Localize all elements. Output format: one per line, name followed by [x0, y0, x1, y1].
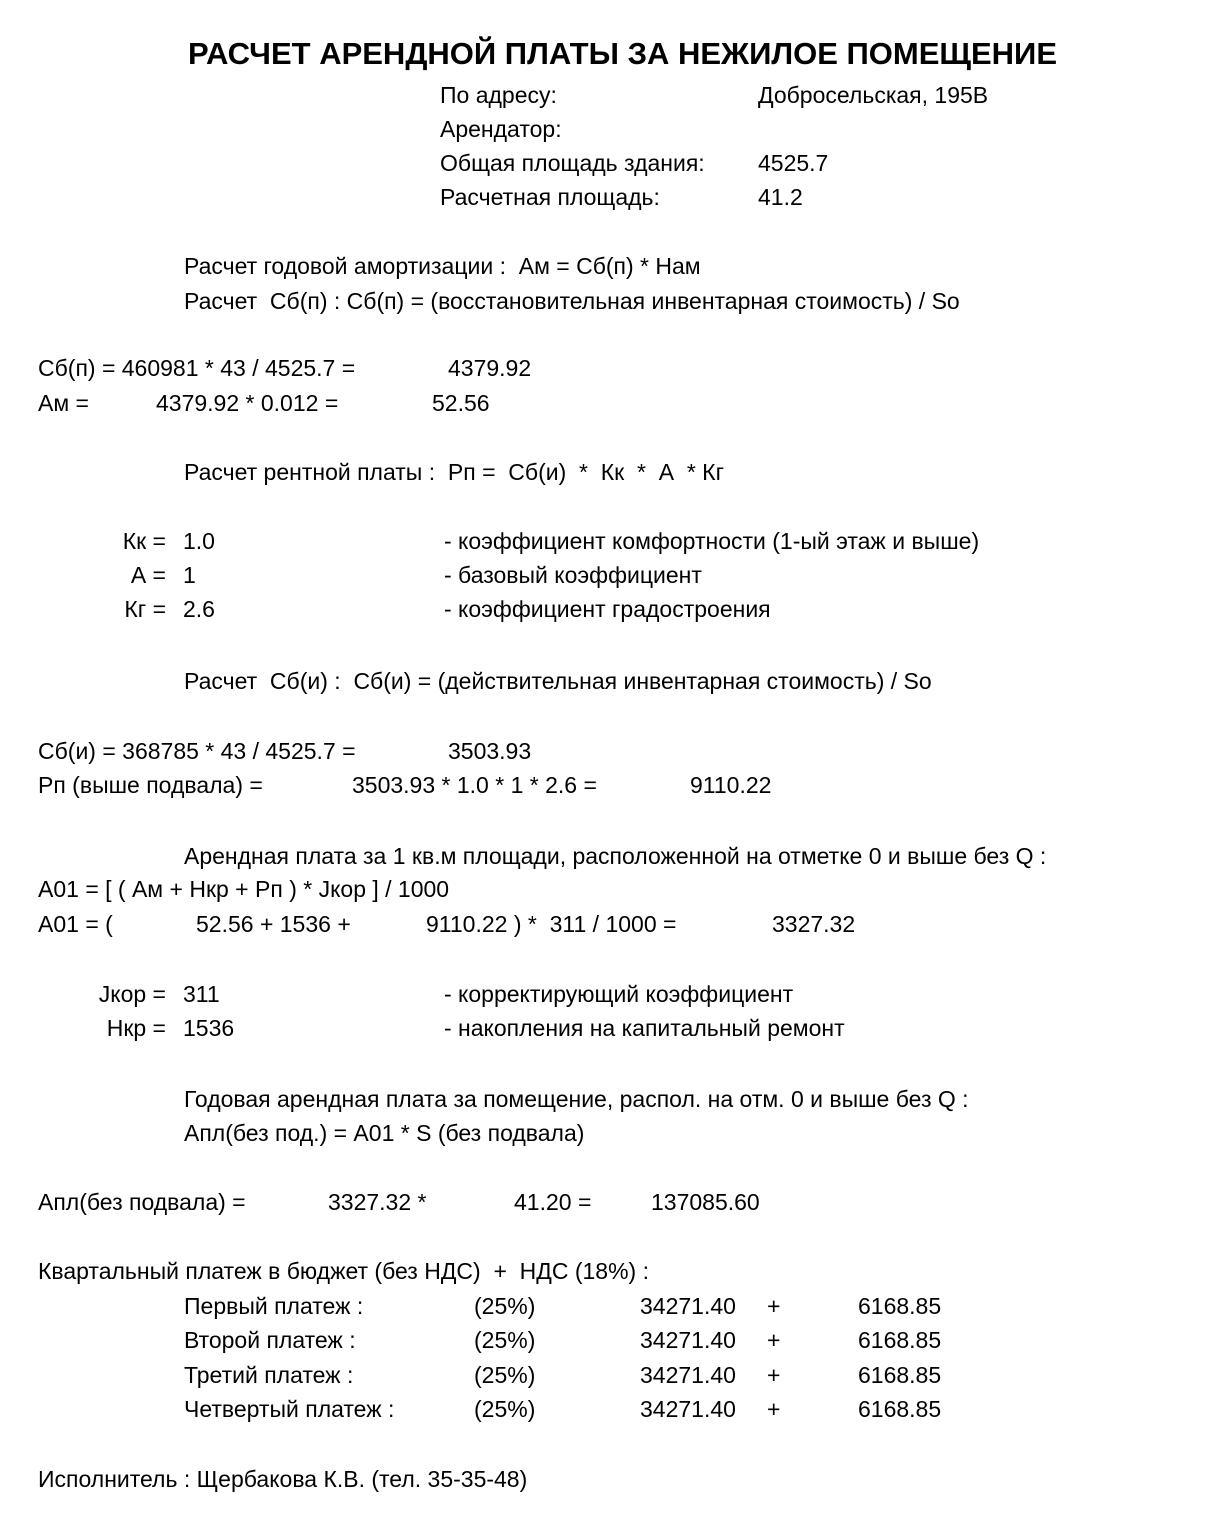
executor-line: Исполнитель : Щербакова К.В. (тел. 35-35-48) — [38, 1466, 528, 1492]
payment-amount: 34271.40 — [640, 1362, 736, 1388]
rp-label: Рп (выше подвала) = — [38, 772, 263, 798]
amortization-formula: Расчет годовой амортизации : Ам = Сб(п) * Нам — [184, 253, 701, 279]
payment-vat: 6168.85 — [858, 1396, 942, 1422]
payments-heading: Квартальный платеж в бюджет (без НДС) + НДС (18%) : — [38, 1258, 649, 1284]
a01-calc-expr1: 52.56 + 1536 + — [196, 911, 351, 937]
payment-amount: 34271.40 — [640, 1396, 736, 1422]
rp-value: 9110.22 — [690, 772, 772, 798]
payment-plus: + — [767, 1293, 781, 1319]
rent-formula: Расчет рентной платы : Рп = Сб(и) * Кк * А * Кг — [184, 459, 724, 485]
address-label: По адресу: — [440, 82, 557, 108]
payment-vat: 6168.85 — [858, 1293, 942, 1319]
am-label: Ам = — [38, 390, 89, 416]
coef-a-desc: - базовый коэффициент — [444, 562, 702, 588]
coef-nkr-name: Нкр = — [106, 1015, 166, 1041]
rp-expression: 3503.93 * 1.0 * 1 * 2.6 = — [352, 772, 597, 798]
coef-kk-desc: - коэффициент комфортности (1-ый этаж и выше) — [444, 528, 980, 554]
coef-kg-desc: - коэффициент градостроения — [444, 596, 771, 622]
a01-formula: А01 = [ ( Ам + Нкр + Рп ) * Jкор ] / 1000 — [38, 876, 450, 902]
coef-nkr-value: 1536 — [183, 1015, 235, 1041]
page-title: РАСЧЕТ АРЕНДНОЙ ПЛАТЫ ЗА НЕЖИЛОЕ ПОМЕЩЕНИЕ — [188, 36, 1058, 71]
am-expression: 4379.92 * 0.012 = — [156, 390, 339, 416]
calc-area-value: 41.2 — [758, 184, 803, 210]
coef-jkor-name: Jкор = — [98, 981, 166, 1007]
sbi-formula: Расчет Сб(и) : Сб(и) = (действительная инвентарная стоимость) / So — [184, 668, 932, 694]
payment-label: Четвертый платеж : — [184, 1396, 395, 1422]
sbi-value: 3503.93 — [448, 738, 532, 764]
coef-a-name: А = — [130, 562, 166, 588]
coef-jkor-value: 311 — [183, 981, 220, 1007]
payment-plus: + — [767, 1327, 781, 1353]
coef-nkr-desc: - накопления на капитальный ремонт — [444, 1015, 845, 1041]
annual-value: 137085.60 — [651, 1189, 760, 1215]
annual-area: 41.20 = — [514, 1189, 592, 1215]
annual-heading: Годовая арендная плата за помещение, распол. на отм. 0 и выше без Q : — [184, 1086, 969, 1112]
total-area-value: 4525.7 — [758, 150, 829, 176]
tenant-label: Арендатор: — [440, 116, 562, 142]
annual-formula: Апл(без под.) = А01 * S (без подвала) — [184, 1120, 585, 1146]
a01-calc-prefix: А01 = ( — [38, 911, 113, 937]
a01-value: 3327.32 — [772, 911, 856, 937]
coef-kg-name: Кг = — [124, 596, 166, 622]
payment-plus: + — [767, 1362, 781, 1388]
coef-kg-value: 2.6 — [183, 596, 215, 622]
sbp-formula: Расчет Сб(п) : Сб(п) = (восстановительная инвентарная стоимость) / So — [184, 288, 960, 314]
coef-kk-name: Кк = — [122, 528, 166, 554]
calc-area-label: Расчетная площадь: — [440, 184, 660, 210]
payment-amount: 34271.40 — [640, 1327, 736, 1353]
payment-label: Первый платеж : — [184, 1293, 364, 1319]
annual-label: Апл(без подвала) = — [38, 1189, 246, 1215]
am-value: 52.56 — [432, 390, 490, 416]
sbi-calc-label: Сб(и) = 368785 * 43 / 4525.7 = — [38, 738, 356, 764]
payment-percent: (25%) — [474, 1327, 536, 1353]
coef-jkor-desc: - корректирующий коэффициент — [444, 981, 794, 1007]
a01-calc-expr2: 9110.22 ) * 311 / 1000 = — [426, 911, 677, 937]
address-value: Добросельская, 195В — [758, 82, 989, 108]
payment-label: Третий платеж : — [184, 1362, 354, 1388]
payment-plus: + — [767, 1396, 781, 1422]
coef-kk-value: 1.0 — [183, 528, 215, 554]
payment-vat: 6168.85 — [858, 1362, 942, 1388]
sbp-value: 4379.92 — [448, 355, 532, 381]
payment-percent: (25%) — [474, 1293, 536, 1319]
annual-rate: 3327.32 * — [328, 1189, 427, 1215]
a01-heading: Арендная плата за 1 кв.м площади, расположенной на отметке 0 и выше без Q : — [184, 843, 1047, 869]
payment-percent: (25%) — [474, 1396, 536, 1422]
payment-label: Второй платеж : — [184, 1327, 356, 1353]
coef-a-value: 1 — [183, 562, 196, 588]
payment-amount: 34271.40 — [640, 1293, 736, 1319]
payment-percent: (25%) — [474, 1362, 536, 1388]
payment-vat: 6168.85 — [858, 1327, 942, 1353]
total-area-label: Общая площадь здания: — [440, 150, 705, 176]
sbp-calc-label: Сб(п) = 460981 * 43 / 4525.7 = — [38, 355, 356, 381]
